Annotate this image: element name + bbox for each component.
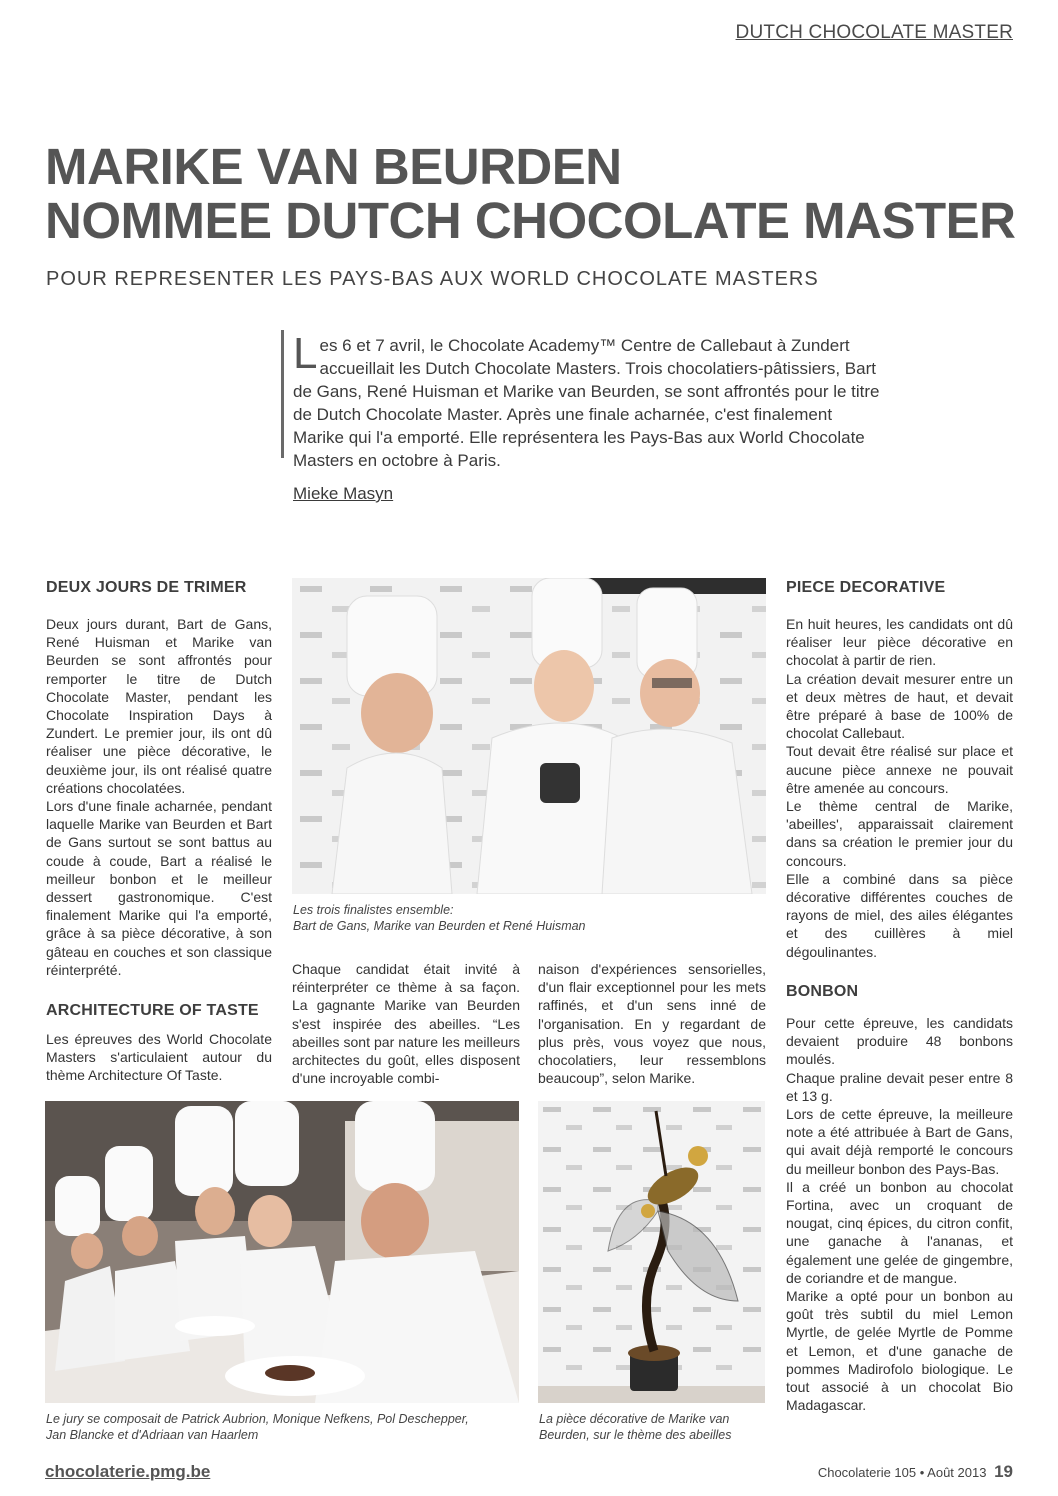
- intro-text: es 6 et 7 avril, le Chocolate Academy™ Centre de Callebaut à Zundert accueillait les Dutch Chocolate Masters. Trois chocolatiers-pâtissiers, Bart de Gans, René Huisman et Marike van Beurden, se sont affrontés pour le titre de Dutch Chocolate Master. Après une finale acharnée, c'est finalement Marike qui l'a emporté. Elle représentera les Pays-Bas aux World Chocolate Masters en octobre à Paris.: [293, 336, 880, 470]
- finalists-photo: [292, 578, 766, 894]
- section-tag: DUTCH CHOCOLATE MASTER: [735, 22, 1013, 43]
- caption-line: Jan Blancke et d'Adriaan van Haarlem: [46, 1428, 259, 1442]
- intro-paragraph: [293, 329, 883, 472]
- heading-piece-decorative: PIECE DECORATIVE: [786, 579, 946, 596]
- title-line-2: NOMMEE DUTCH CHOCOLATE MASTER: [45, 192, 1016, 249]
- col3-para: Chaque praline devait peser entre 8 et 13 g.: [786, 1069, 1013, 1104]
- col1-para-architecture: Les épreuves des World Chocolate Masters s'articulaient autour du thème Architecture Of Taste.: [46, 1031, 272, 1084]
- footer-issue: [818, 1462, 1013, 1482]
- jury-photo: [45, 1101, 519, 1403]
- finalists-caption: [293, 902, 765, 934]
- jury-caption: [46, 1411, 518, 1443]
- col3-text-2: [786, 1014, 1013, 1414]
- intro-rule: [281, 330, 284, 458]
- page-title: [45, 140, 1016, 248]
- mid-col-a: Chaque candidat était invité à réinterpréter ce thème à sa façon. La gagnante Marike van Beurden s'est inspirée des abeilles. “Les abeilles sont par nature les meilleurs architectes du goût, elles disposent d'une incroyable combi-: [292, 961, 520, 1087]
- col3-para: Marike a opté pour un bonbon au goût très subtil du miel Lemon Myrtle, de gelée Myrtle de Pomme et Lemon, et d'une ganache de pommes Madirofolo biologique. Le tout associé à un chocolat Bio Madagascar.: [786, 1288, 1013, 1414]
- author-byline: Mieke Masyn: [293, 484, 394, 503]
- col1-para: Deux jours durant, Bart de Gans, René Huisman et Marike van Beurden se sont affrontés pour remporter le titre de Dutch Chocolate Master, pendant les Chocolate Inspiration Days à Zundert. Le premier jour, ils ont dû réaliser une pièce décorative, le deuxième jour, ils ont réalisé quatre créations chocolatées.: [46, 616, 272, 796]
- caption-line: Les trois finalistes ensemble:: [293, 903, 454, 917]
- col3-para: Il a créé un bonbon au chocolat Fortina, avec un croquant de nougat, cinq épices, du citron confit, une ganache à l'ananas, et également une gelée de gingembre, de coriandre et de mangue.: [786, 1178, 1013, 1286]
- col3-para: Tout devait être réalisé sur place et aucune pièce annexe ne pouvait être amenée au concours.: [786, 743, 1013, 796]
- col3-para: Pour cette épreuve, les candidats devaient produire 48 bonbons moulés.: [786, 1015, 1013, 1068]
- col3-para: Elle a combiné dans sa pièce décorative différentes couches de rayons de miel, des ailes élégantes et des cuillères à miel dégoulinantes.: [786, 870, 1013, 960]
- title-line-1: MARIKE VAN BEURDEN: [45, 138, 622, 195]
- bee-sculpture-photo: [538, 1101, 765, 1403]
- col3-text-1: [786, 615, 1013, 961]
- col3-para: Le thème central de Marike, 'abeilles', apparaissait clairement dans sa création le premier jour du concours.: [786, 798, 1013, 869]
- heading-architecture: ARCHITECTURE OF TASTE: [46, 1002, 259, 1019]
- col3-para: La création devait mesurer entre un et deux mètres de haut, et devait être préparé à base de 100% de chocolat Callebaut.: [786, 670, 1013, 742]
- caption-line: Beurden, sur le thème des abeilles: [539, 1428, 732, 1442]
- mid-col-b: naison d'expériences sensorielles, d'un flair exceptionnel pour les mets raffinés, et d'un sens inné de l'organisation. En y regardant de plus près, vous voyez que nous, chocolatiers, leur ressemblons beaucoup”, selon Marike.: [538, 961, 766, 1087]
- caption-line: Le jury se composait de Patrick Aubrion, Monique Nefkens, Pol Deschepper,: [46, 1412, 469, 1426]
- col3-para: Lors de cette épreuve, la meilleure note a été attribuée à Bart de Gans, qui avait déjà remporté le concours du meilleur bonbon des Pays-Bas.: [786, 1106, 1013, 1177]
- bee-sculpture-caption: [539, 1411, 765, 1443]
- col1-text: [46, 615, 272, 979]
- caption-line: La pièce décorative de Marike van: [539, 1412, 730, 1426]
- heading-deux-jours: DEUX JOURS DE TRIMER: [46, 579, 247, 596]
- footer-site-link[interactable]: chocolaterie.pmg.be: [45, 1462, 211, 1481]
- col3-para: En huit heures, les candidats ont dû réaliser leur pièce décorative en chocolat à partir de rien.: [786, 616, 1013, 669]
- issue-label: Chocolaterie 105 • Août 2013: [817, 1465, 987, 1480]
- caption-line: Bart de Gans, Marike van Beurden et René Huisman: [293, 919, 586, 933]
- intro-dropcap: L: [293, 329, 318, 378]
- heading-bonbon: BONBON: [786, 983, 859, 1000]
- page-number: 19: [994, 1462, 1013, 1481]
- col1-para: Lors d'une finale acharnée, pendant laquelle Marike van Beurden et Bart de Gans surtout se sont battus au coude à coude, Bart a réalisé le meilleur bonbon et le meilleur dessert gastronomique. C'est finalement Marike qui l'a emporté, grâce à sa pièce décorative, à son gâteau en couches et son classique réinterprété.: [46, 798, 272, 978]
- page-subtitle: POUR REPRESENTER LES PAYS-BAS AUX WORLD CHOCOLATE MASTERS: [46, 268, 819, 290]
